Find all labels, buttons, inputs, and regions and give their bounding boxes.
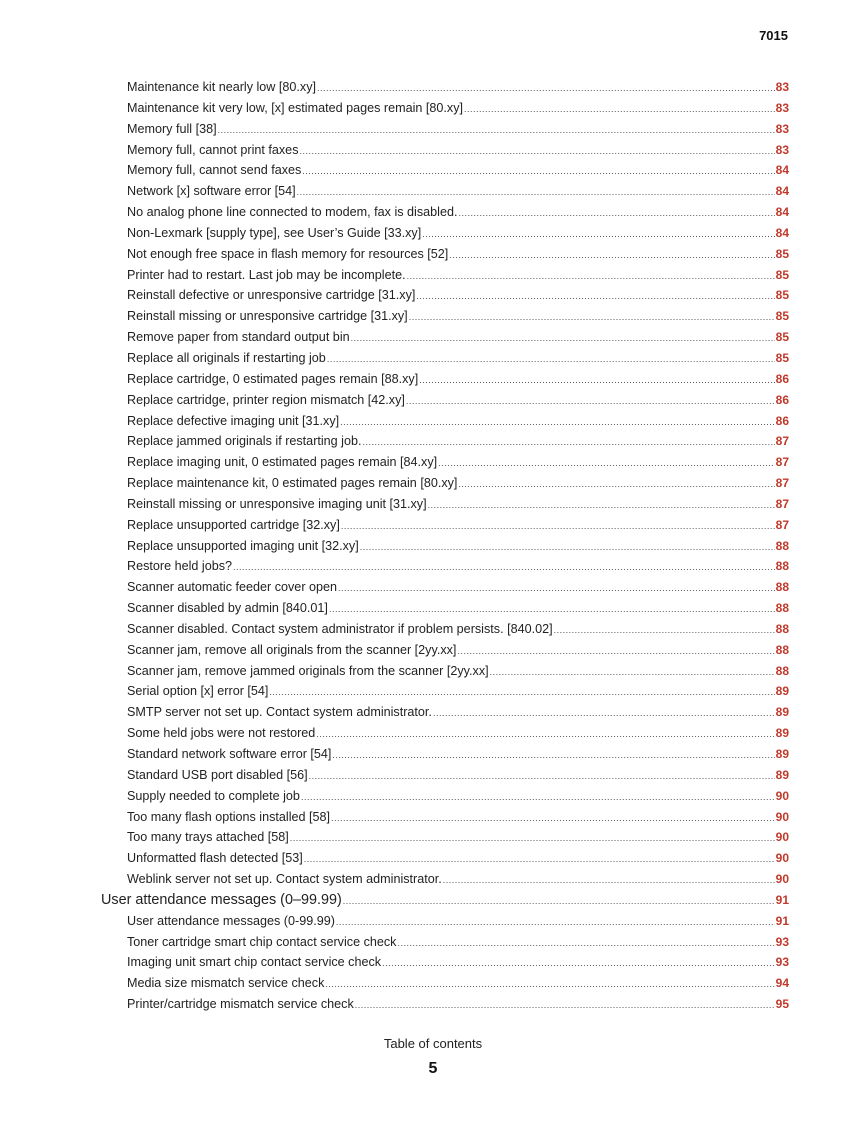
toc-entry[interactable] <box>101 452 789 473</box>
toc-dot-leader <box>355 995 775 1016</box>
toc-entry-label[interactable]: Non-Lexmark [supply type], see User’s Guide [33.xy] <box>127 225 422 240</box>
toc-entry-label[interactable]: User attendance messages (0-99.99) <box>127 913 335 928</box>
toc-dot-leader <box>490 662 775 683</box>
toc-entry-page-link[interactable]: 88 <box>775 601 789 616</box>
table-of-contents <box>101 77 789 1015</box>
toc-entry[interactable] <box>101 327 789 348</box>
toc-entry-page-link[interactable]: 89 <box>775 767 789 782</box>
toc-dot-leader <box>304 849 775 870</box>
toc-entry-label[interactable]: Reinstall missing or unresponsive imaging unit [31.xy] <box>127 496 427 511</box>
toc-entry-page-link[interactable]: 90 <box>775 851 789 866</box>
toc-entry-label[interactable]: Replace maintenance kit, 0 estimated pages remain [80.xy] <box>127 476 458 491</box>
toc-entry-label[interactable]: Network [x] software error [54] <box>127 184 296 199</box>
toc-dot-leader <box>416 286 774 307</box>
toc-entry-page-link[interactable]: 90 <box>775 872 789 887</box>
toc-entry-label[interactable]: Restore held jobs? <box>127 559 233 574</box>
toc-entry[interactable] <box>101 473 789 494</box>
toc-entry-page-link[interactable]: 95 <box>775 997 789 1012</box>
toc-entry-page-link[interactable]: 87 <box>775 434 789 449</box>
toc-dot-leader <box>331 808 775 829</box>
toc-entry-page-link[interactable]: 87 <box>775 476 789 491</box>
toc-dot-leader <box>301 787 775 808</box>
toc-entry-page-link[interactable]: 89 <box>775 705 789 720</box>
toc-entry-label[interactable]: Maintenance kit very low, [x] estimated pages remain [80.xy] <box>127 100 463 115</box>
toc-entry[interactable] <box>101 369 789 390</box>
toc-entry-page-link[interactable]: 93 <box>775 934 789 949</box>
toc-entry-page-link[interactable]: 91 <box>775 913 789 928</box>
toc-entry-page-link[interactable]: 85 <box>775 246 789 261</box>
toc-entry-label[interactable]: Scanner jam, remove jammed originals from the scanner [2yy.xx] <box>127 663 489 678</box>
toc-entry-page-link[interactable]: 87 <box>775 496 789 511</box>
toc-entry[interactable] <box>101 598 789 619</box>
toc-entry[interactable] <box>101 994 789 1015</box>
toc-dot-leader <box>316 724 774 745</box>
toc-entry[interactable] <box>101 681 789 702</box>
toc-entry[interactable] <box>101 848 789 869</box>
toc-dot-leader <box>457 641 774 662</box>
toc-entry-label[interactable]: Reinstall missing or unresponsive cartridge [31.xy] <box>127 309 408 324</box>
toc-entry-page-link[interactable]: 84 <box>775 163 789 178</box>
toc-dot-leader <box>338 578 775 599</box>
toc-dot-leader <box>382 953 775 974</box>
toc-entry-page-link[interactable]: 88 <box>775 642 789 657</box>
toc-entry[interactable] <box>101 77 789 98</box>
toc-entry-page-link[interactable]: 91 <box>775 892 789 907</box>
toc-dot-leader <box>332 745 774 766</box>
toc-entry[interactable] <box>101 494 789 515</box>
toc-dot-leader <box>554 620 775 641</box>
toc-dot-leader <box>343 891 775 912</box>
footer-section-title: Table of contents <box>383 1036 483 1051</box>
toc-entry-page-link[interactable]: 88 <box>775 538 789 553</box>
toc-dot-leader <box>433 703 775 724</box>
toc-entry-page-link[interactable]: 89 <box>775 684 789 699</box>
toc-entry-page-link[interactable]: 88 <box>775 580 789 595</box>
toc-entry-label[interactable]: Scanner disabled. Contact system administrator if problem persists. [840.02] <box>127 621 553 636</box>
toc-entry[interactable] <box>101 265 789 286</box>
toc-entry[interactable] <box>101 640 789 661</box>
toc-entry-page-link[interactable]: 87 <box>775 455 789 470</box>
toc-entry-label[interactable]: Unformatted flash detected [53] <box>127 851 303 866</box>
toc-entry[interactable] <box>101 786 789 807</box>
toc-dot-leader <box>449 245 774 266</box>
toc-entry[interactable] <box>101 952 789 973</box>
toc-entry-page-link[interactable]: 84 <box>775 225 789 240</box>
toc-entry-label[interactable]: Printer/cartridge mismatch service check <box>127 997 354 1012</box>
toc-entry-label[interactable]: Replace all originals if restarting job <box>127 350 326 365</box>
toc-entry-page-link[interactable]: 83 <box>775 80 789 94</box>
toc-entry-label[interactable]: Replace unsupported imaging unit [32.xy] <box>127 538 359 553</box>
toc-dot-leader <box>422 224 774 245</box>
toc-entry-label[interactable]: Not enough free space in flash memory for resources [52] <box>127 246 449 261</box>
toc-dot-leader <box>458 474 774 495</box>
document-id: 7015 <box>759 28 788 43</box>
toc-entry[interactable] <box>101 765 789 786</box>
toc-entry[interactable] <box>101 390 789 411</box>
toc-entry[interactable] <box>101 431 789 452</box>
toc-entry-page-link[interactable]: 88 <box>775 559 789 574</box>
toc-dot-leader <box>360 537 775 558</box>
toc-dot-leader <box>290 828 775 849</box>
toc-entry-label[interactable]: Standard USB port disabled [56] <box>127 767 308 782</box>
toc-entry-label[interactable]: Memory full, cannot send faxes <box>127 163 302 178</box>
toc-entry-label[interactable]: Memory full, cannot print faxes <box>127 142 299 157</box>
toc-entry-label[interactable]: Too many flash options installed [58] <box>127 809 331 824</box>
toc-entry[interactable] <box>101 98 789 119</box>
toc-entry-label[interactable]: Printer had to restart. Last job may be incomplete. <box>127 267 406 282</box>
toc-entry-label[interactable]: Replace unsupported cartridge [32.xy] <box>127 517 340 532</box>
toc-entry-page-link[interactable]: 84 <box>775 205 789 220</box>
toc-entry[interactable] <box>101 869 789 890</box>
toc-entry-label[interactable]: Supply needed to complete job <box>127 788 300 803</box>
toc-entry[interactable] <box>101 932 789 953</box>
toc-entry[interactable] <box>101 244 789 265</box>
toc-entry[interactable] <box>101 827 789 848</box>
toc-entry[interactable] <box>101 348 789 369</box>
toc-dot-leader <box>327 349 775 370</box>
toc-entry[interactable] <box>101 890 789 911</box>
toc-dot-leader <box>336 912 775 933</box>
toc-dot-leader <box>329 599 775 620</box>
toc-entry-page-link[interactable]: 88 <box>775 621 789 636</box>
toc-dot-leader <box>351 328 775 349</box>
toc-entry-page-link[interactable]: 85 <box>775 267 789 282</box>
toc-entry-page-link[interactable]: 90 <box>775 809 789 824</box>
toc-entry-page-link[interactable]: 87 <box>775 517 789 532</box>
toc-entry[interactable] <box>101 140 789 161</box>
toc-entry[interactable] <box>101 285 789 306</box>
toc-entry-page-link[interactable]: 89 <box>775 747 789 761</box>
toc-dot-leader <box>409 307 775 328</box>
toc-entry[interactable] <box>101 181 789 202</box>
toc-entry[interactable] <box>101 202 789 223</box>
toc-dot-leader <box>438 453 775 474</box>
toc-dot-leader <box>340 412 775 433</box>
toc-dot-leader <box>464 99 775 120</box>
toc-entry[interactable] <box>101 911 789 932</box>
toc-entry-label[interactable]: Standard network software error [54] <box>127 747 332 761</box>
toc-entry-label[interactable]: Too many trays attached [58] <box>127 830 289 845</box>
toc-entry-label[interactable]: User attendance messages (0–99.99) <box>101 891 342 908</box>
toc-dot-leader <box>302 161 774 182</box>
toc-entry-page-link[interactable]: 83 <box>775 121 789 136</box>
toc-dot-leader <box>363 432 775 453</box>
toc-entry[interactable] <box>101 515 789 536</box>
toc-entry[interactable] <box>101 556 789 577</box>
toc-dot-leader <box>325 974 774 995</box>
toc-entry-label[interactable]: Maintenance kit nearly low [80.xy] <box>127 80 316 94</box>
toc-dot-leader <box>419 370 774 391</box>
toc-dot-leader <box>407 266 775 287</box>
toc-entry-page-link[interactable]: 86 <box>775 392 789 407</box>
toc-entry-page-link[interactable]: 85 <box>775 309 789 324</box>
toc-dot-leader <box>443 870 775 891</box>
toc-entry[interactable] <box>101 411 789 432</box>
toc-entry-page-link[interactable]: 90 <box>775 788 789 803</box>
toc-entry-label[interactable]: Remove paper from standard output bin <box>127 330 350 345</box>
toc-entry-label[interactable]: Serial option [x] error [54] <box>127 684 269 699</box>
toc-entry[interactable] <box>101 702 789 723</box>
toc-entry-label[interactable]: Replace imaging unit, 0 estimated pages remain [84.xy] <box>127 455 438 470</box>
toc-entry-page-link[interactable]: 86 <box>775 413 789 428</box>
toc-entry[interactable] <box>101 723 789 744</box>
toc-dot-leader <box>428 495 775 516</box>
toc-entry-page-link[interactable]: 83 <box>775 142 789 157</box>
toc-entry[interactable] <box>101 577 789 598</box>
toc-entry[interactable] <box>101 661 789 682</box>
toc-entry[interactable] <box>101 536 789 557</box>
toc-entry-label[interactable]: Scanner jam, remove all originals from the scanner [2yy.xx] <box>127 642 457 657</box>
toc-entry-page-link[interactable]: 88 <box>775 663 789 678</box>
toc-entry[interactable] <box>101 744 789 765</box>
toc-entry[interactable] <box>101 619 789 640</box>
toc-entry[interactable] <box>101 119 789 140</box>
toc-dot-leader <box>300 141 775 162</box>
toc-dot-leader <box>397 933 774 954</box>
toc-entry[interactable] <box>101 223 789 244</box>
toc-entry-label[interactable]: Some held jobs were not restored <box>127 726 316 741</box>
toc-entry-label[interactable]: Scanner disabled by admin [840.01] <box>127 601 328 616</box>
toc-entry-page-link[interactable]: 89 <box>775 726 789 741</box>
toc-dot-leader <box>317 78 775 99</box>
toc-entry-page-link[interactable]: 85 <box>775 288 789 303</box>
toc-entry[interactable] <box>101 160 789 181</box>
toc-entry-page-link[interactable]: 94 <box>775 976 789 991</box>
toc-entry-label[interactable]: Weblink server not set up. Contact system administrator. <box>127 872 442 887</box>
toc-entry[interactable] <box>101 306 789 327</box>
toc-entry-label[interactable]: Scanner automatic feeder cover open <box>127 580 338 595</box>
toc-dot-leader <box>233 557 775 578</box>
toc-entry-label[interactable]: Reinstall defective or unresponsive cartridge [31.xy] <box>127 288 416 303</box>
toc-dot-leader <box>297 182 775 203</box>
toc-dot-leader <box>218 120 775 141</box>
toc-entry-label[interactable]: Memory full [38] <box>127 121 217 136</box>
toc-entry[interactable] <box>101 807 789 828</box>
toc-dot-leader <box>309 766 775 787</box>
toc-entry-label[interactable]: Toner cartridge smart chip contact service check <box>127 934 397 949</box>
toc-entry-page-link[interactable]: 93 <box>775 955 789 970</box>
toc-entry-label[interactable]: Replace cartridge, printer region mismatch [42.xy] <box>127 392 405 407</box>
toc-entry-page-link[interactable]: 85 <box>775 330 789 345</box>
footer-page-number: 5 <box>428 1060 438 1077</box>
toc-entry-label[interactable]: Replace defective imaging unit [31.xy] <box>127 413 340 428</box>
toc-entry-label[interactable]: Imaging unit smart chip contact service check <box>127 955 382 970</box>
toc-entry-page-link[interactable]: 85 <box>775 350 789 365</box>
toc-entry-label[interactable]: SMTP server not set up. Contact system administrator. <box>127 705 432 720</box>
toc-dot-leader <box>406 391 775 412</box>
toc-dot-leader <box>458 203 774 224</box>
toc-entry-page-link[interactable]: 83 <box>775 100 789 115</box>
toc-dot-leader <box>341 516 775 537</box>
toc-entry-label[interactable]: Media size mismatch service check <box>127 976 325 991</box>
toc-dot-leader <box>269 682 774 703</box>
toc-entry-label[interactable]: No analog phone line connected to modem, fax is disabled. <box>127 205 458 220</box>
toc-entry-label[interactable]: Replace cartridge, 0 estimated pages remain [88.xy] <box>127 371 419 386</box>
toc-entry-page-link[interactable]: 86 <box>775 371 789 386</box>
toc-entry-page-link[interactable]: 84 <box>775 184 789 199</box>
toc-entry-label[interactable]: Replace jammed originals if restarting job. <box>127 434 362 449</box>
toc-entry-page-link[interactable]: 90 <box>775 830 789 845</box>
toc-entry[interactable] <box>101 973 789 994</box>
